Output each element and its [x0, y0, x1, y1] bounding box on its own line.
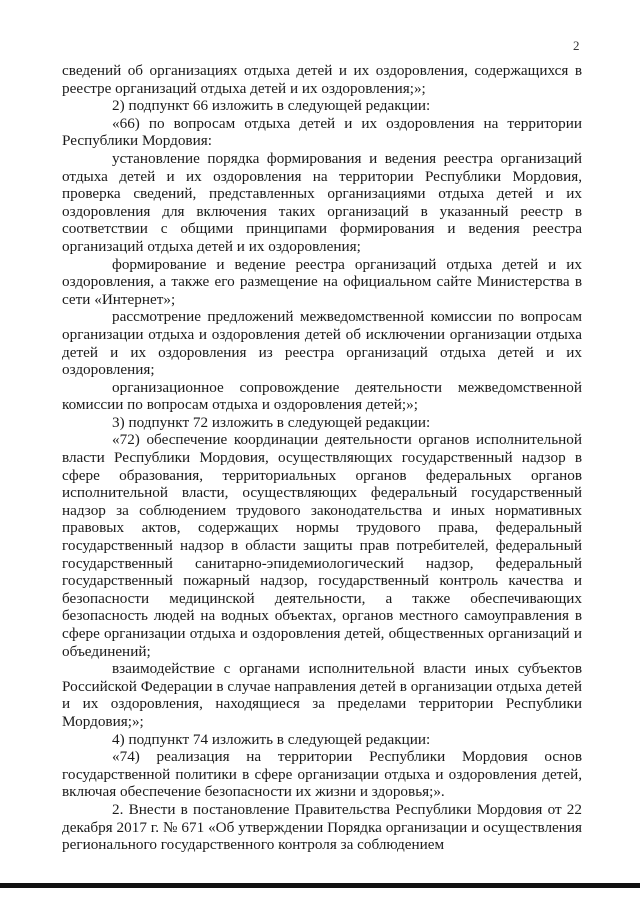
- paragraph: «66) по вопросам отдыха детей и их оздоровления на территории Республики Мордовия:: [62, 114, 582, 150]
- paragraph: формирование и ведение реестра организаций отдыха детей и их оздоровления, а также его размещение на официальном сайте Министерства в сети «Интернет»;: [62, 255, 582, 308]
- document-body: [62, 62, 582, 854]
- paragraph: сведений об организациях отдыха детей и их оздоровления, содержащихся в реестре организаций отдыха детей и их оздоровления;»;: [62, 62, 582, 97]
- paragraph: «74) реализация на территории Республики Мордовия основ государственной политики в сфере организации отдыха и оздоровления детей, включая обеспечение безопасности их жизни и здоровья;».: [62, 748, 582, 801]
- paragraph: 3) подпункт 72 изложить в следующей редакции:: [112, 413, 431, 431]
- page-number: 2: [573, 38, 580, 53]
- paragraph: рассмотрение предложений межведомственной комиссии по вопросам организации отдыха и оздоровления детей об исключении организации отдыха детей и их оздоровления из реестра организаций отдыха детей и их оздоровления;: [62, 308, 582, 379]
- paragraph: установление порядка формирования и ведения реестра организаций отдыха детей и их оздоровления на территории Республики Мордовия, проверка сведений, представленных организациями отдыха детей и их оздоровления для включения таких организаций в указанный реестр в соответствии с общими принципами формирования и ведения реестра организаций отдыха детей и их оздоровления;: [62, 149, 582, 255]
- scan-edge-bar: [0, 883, 640, 888]
- paragraph: взаимодействие с органами исполнительной власти иных субъектов Российской Федерации в случае направления детей в организации отдыха детей и их оздоровления, находящиеся за пределами территории Республики Мордовия;»;: [62, 660, 582, 730]
- paragraph: 4) подпункт 74 изложить в следующей редакции:: [112, 730, 431, 748]
- paragraph: 2. Внести в постановление Правительства Республики Мордовия от 22 декабря 2017 г. № 671 «Об утверждении Порядка организации и осуществления регионального государственного контроля за соблюдением: [62, 800, 582, 854]
- paragraph: организационное сопровождение деятельности межведомственной комиссии по вопросам отдыха и оздоровления детей;»;: [62, 378, 582, 414]
- paragraph: 2) подпункт 66 изложить в следующей редакции:: [112, 97, 431, 115]
- paragraph: «72) обеспечение координации деятельности органов исполнительной власти Республики Мордовия, осуществляющих государственный надзор в сфере образования, территориальных органов федеральных органов исполнительной власти, осуществляющих федеральный государственный надзор за соблюдением трудового законодательства и иных нормативных правовых актов, содержащих нормы трудового права, федеральный государственный надзор в области защиты прав потребителей, федеральный государственный санитарно-эпидемиологический надзор, федеральный государственный пожарный надзор, государственный контроль качества и безопасности медицинской деятельности, а также обеспечивающих безопасность людей на водных объектах, органов местного самоуправления в сфере организации отдыха и оздоровления детей, общественных организаций и объединений;: [62, 431, 582, 660]
